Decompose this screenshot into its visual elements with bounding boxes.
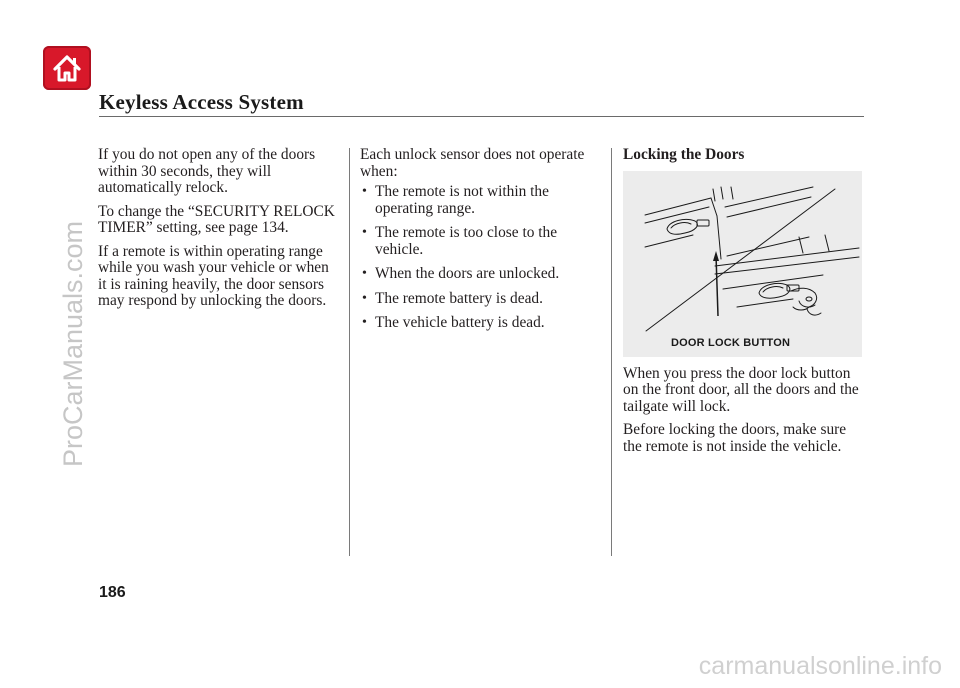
list-item: • The vehicle battery is dead. bbox=[362, 314, 545, 331]
door-lock-illustration bbox=[623, 171, 862, 357]
page-number: 186 bbox=[99, 584, 126, 601]
column-divider bbox=[349, 148, 350, 556]
list-item: • The remote battery is dead. bbox=[362, 289, 543, 307]
paragraph: If you do not open any of the doors within 30 seconds, they will automatically relock. bbox=[98, 146, 316, 196]
bullet-icon: • bbox=[362, 290, 367, 306]
paragraph: Before locking the doors, make sure the remote is not inside the vehicle. bbox=[623, 421, 847, 455]
list-item: • The remote is not within the operating range. bbox=[362, 183, 549, 217]
condition-list bbox=[360, 184, 605, 332]
watermark-bottom: carmanualsonline.info bbox=[698, 652, 942, 680]
paragraph: To change the “SECURITY RELOCK TIMER” setting, see page 134. bbox=[98, 202, 335, 236]
paragraph: Each unlock sensor does not operate when: bbox=[360, 146, 585, 180]
bullet-icon: • bbox=[362, 225, 367, 240]
bullet-icon: • bbox=[362, 184, 367, 199]
column-divider bbox=[611, 148, 612, 556]
door-handle-illustration bbox=[623, 171, 862, 357]
subheading: Locking the Doors bbox=[623, 146, 745, 163]
column-middle bbox=[360, 147, 605, 340]
list-item: • The remote is too close to the vehicle. bbox=[362, 224, 558, 258]
section-title: Keyless Access System bbox=[99, 90, 304, 114]
bullet-icon: • bbox=[362, 266, 367, 281]
column-left bbox=[98, 147, 338, 317]
watermark-left: ProCarManuals.com bbox=[58, 220, 88, 468]
list-item: • When the doors are unlocked. bbox=[362, 265, 560, 282]
paragraph: When you press the door lock button on the front door, all the doors and the tailgate will lock. bbox=[623, 364, 859, 415]
paragraph: If a remote is within operating range while you wash your vehicle or when it is raining heavily, the door sensors may respond by unlocking the doors. bbox=[98, 242, 329, 309]
column-right bbox=[623, 147, 868, 462]
bullet-icon: • bbox=[362, 315, 367, 330]
title-rule bbox=[99, 116, 864, 117]
callout-label: DOOR LOCK BUTTON bbox=[671, 336, 791, 349]
